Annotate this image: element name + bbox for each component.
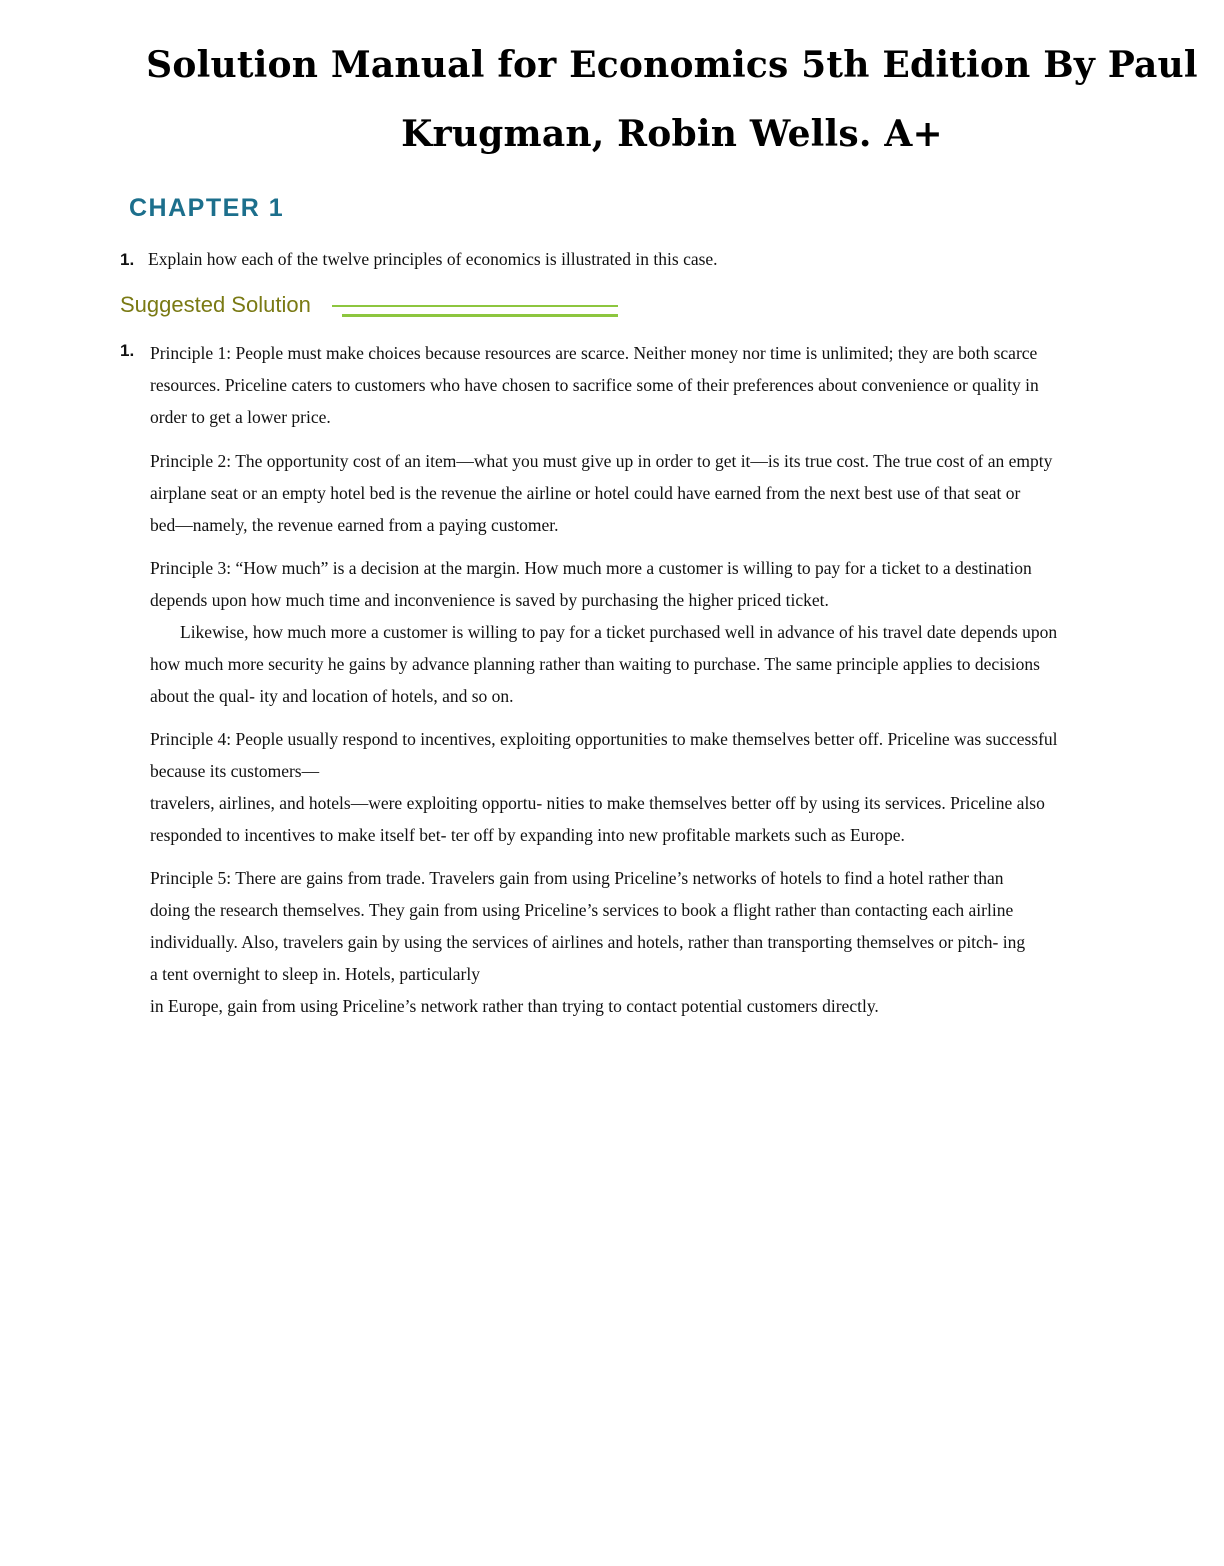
paragraph-line: bed—namely, the revenue earned from a paying customer. [150, 515, 559, 535]
document-title-line-2: Krugman, Robin Wells. A+ [401, 113, 943, 155]
paragraph-line: Principle 2: The opportunity cost of an item—what you must give up in order to get it—is its true cost. The true cost of an empty [150, 451, 1053, 471]
question-item [120, 249, 718, 270]
paragraph-line: resources. Priceline caters to customers who have chosen to sacrifice some of their preferences about convenience or quality in [150, 375, 1039, 395]
principle-2-paragraph [150, 445, 1206, 541]
paragraph-line: Principle 3: “How much” is a decision at the margin. How much more a customer is willing to pay for a ticket to a destination [150, 558, 1032, 578]
paragraph-line: responded to incentives to make itself bet- ter off by expanding into new profitable markets such as Europe. [150, 825, 905, 845]
paragraph-line: Principle 4: People usually respond to incentives, exploiting opportunities to make themselves better off. Priceline was successful [150, 729, 1058, 749]
paragraph-line: travelers, airlines, and hotels—were exploiting opportu- nities to make themselves better off by using its services. Priceline also [150, 793, 1045, 813]
paragraph-line: Principle 5: There are gains from trade. Travelers gain from using Priceline’s networks of hotels to find a hotel rather than [150, 868, 1004, 888]
heading-rule [332, 305, 618, 307]
paragraph-line: individually. Also, travelers gain by using the services of airlines and hotels, rather than transporting themselves or pitch- ing [150, 932, 1026, 952]
suggested-solution-heading [120, 292, 620, 322]
chapter-heading: CHAPTER 1 [129, 194, 285, 222]
paragraph-line: doing the research themselves. They gain from using Priceline’s services to book a flight rather than contacting each airline [150, 900, 1014, 920]
question-number: 1. [120, 250, 135, 269]
principle-1-paragraph [150, 337, 1206, 433]
paragraph-line: how much more security he gains by advance planning rather than waiting to purchase. The same principle applies to decisions [150, 654, 1040, 674]
paragraph-line: depends upon how much time and inconvenience is saved by purchasing the higher priced ticket. [150, 590, 829, 610]
heading-rule-thick [342, 314, 618, 317]
answer-number: 1. [120, 341, 135, 360]
paragraph-line: airplane seat or an empty hotel bed is the revenue the airline or hotel could have earned from the next best use of that seat or [150, 483, 1021, 503]
paragraph-line: order to get a lower price. [150, 407, 331, 427]
paragraph-line: because its customers— [150, 761, 320, 781]
paragraph-line: about the qual- ity and location of hotels, and so on. [150, 686, 514, 706]
question-text: Explain how each of the twelve principles of economics is illustrated in this case. [148, 249, 718, 269]
principle-3-paragraph [150, 552, 1206, 712]
paragraph-line: Principle 1: People must make choices because resources are scarce. Neither money nor time is unlimited; they are both scarce [150, 343, 1038, 363]
suggested-solution-label: Suggested Solution [120, 292, 311, 317]
document-title-line-1: Solution Manual for Economics 5th Edition By Paul [146, 44, 1198, 86]
principle-4-paragraph [150, 723, 1206, 851]
principle-5-paragraph [150, 862, 1206, 1022]
paragraph-line: Likewise, how much more a customer is willing to pay for a ticket purchased well in advance of his travel date depends upon [180, 622, 1058, 642]
paragraph-line: in Europe, gain from using Priceline’s network rather than trying to contact potential customers directly. [150, 996, 879, 1016]
paragraph-line: a tent overnight to sleep in. Hotels, particularly [150, 964, 480, 984]
